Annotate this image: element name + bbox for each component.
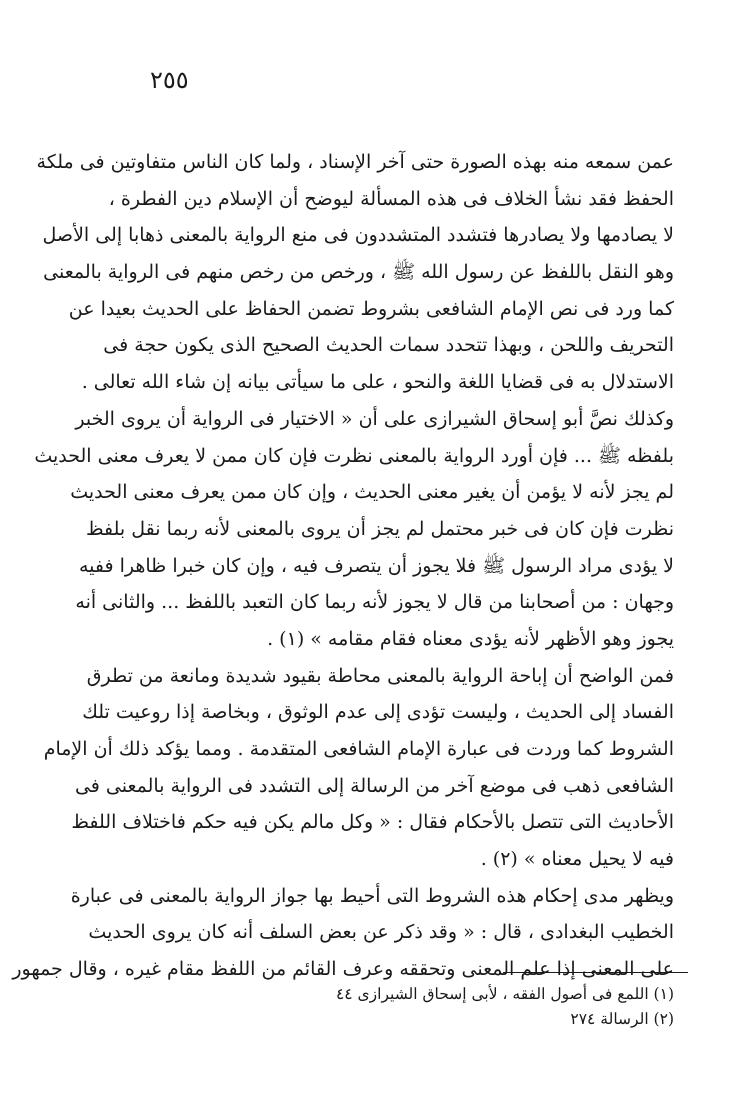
text-line: يجوز وهو الأظهر لأنه يؤدى معناه فقام مقامه » (١) . [267,627,674,650]
text-line: وجهان : من أصحابنا من قال لا يجوز لأنه ربما كان التعبد باللفظ ... والثانى أنه [75,591,674,614]
text-line: فيه لا يحيل معناه » (٢) . [480,848,674,871]
text-line: لا يؤدى مراد الرسول ﷺ فلا يجوز أن يتصرف فيه ، وإن كان خبرا ظاهرا ففيه [78,554,674,577]
footnote-divider [503,972,688,973]
text-line: الاستدلال به فى قضايا اللغة والنحو ، على ما سيأتى بيانه إن شاء الله تعالى . [81,371,674,394]
text-line: كما ورد فى نص الإمام الشافعى بشروط تضمن الحفاظ على الحديث بعيدا عن [68,297,674,320]
text-line: الفساد إلى الحديث ، وليست تؤدى إلى عدم الوثوق ، وبخاصة إذا روعيت تلك [82,701,674,724]
text-line: الشروط كما وردت فى عبارة الإمام الشافعى المتقدمة . ومما يؤكد ذلك أن الإمام [43,738,674,760]
footnote-2: (٢) الرسالة ٢٧٤ [570,1010,674,1028]
text-line: وكذلك نصَّ أبو إسحاق الشيرازى على أن « الاختيار فى الرواية أن يروى الخبر [75,407,674,430]
footnote-1: (١) اللمع فى أصول الفقه ، لأبى إسحاق الشيرازى ٤٤ [335,985,674,1003]
text-line: الأحاديث التى تتصل بالأحكام فقال : « وكل مالم يكن فيه حكم فاختلاف اللفظ [71,811,674,834]
text-line: عمن سمعه منه بهذه الصورة حتى آخر الإسناد ، ولما كان الناس متفاوتين فى ملكة [36,151,674,173]
text-line: ويظهر مدى إحكام هذه الشروط التى أحيط بها جواز الرواية بالمعنى فى عبارة [70,884,674,907]
text-line: بلفظه ﷺ ... فإن أورد الرواية بالمعنى نظرت فإن كان ممن لا يعرف معنى الحديث [34,444,674,467]
text-line: على المعنى إذا علم المعنى وتحققه وعرف القائم من اللفظ مقام غيره ، وقال جمهور [12,958,674,981]
text-line: الشافعى ذهب فى موضع آخر من الرسالة إلى التشدد فى الرواية بالمعنى فى [74,774,674,797]
footnotes [180,982,674,1032]
page-number: ٢٥٥ [150,66,189,94]
body-text [12,144,674,988]
text-line: فمن الواضح أن إباحة الرواية بالمعنى محاطة بقيود شديدة ومانعة من تطرق [86,664,674,687]
text-line: وهو النقل باللفظ عن رسول الله ﷺ ، ورخص من رخص منهم فى الرواية بالمعنى [43,261,674,284]
text-line: الحفظ فقد نشأ الخلاف فى هذه المسألة ليوضح أن الإسلام دين الفطرة ، [108,187,674,210]
text-line: لا يصادمها ولا يصادرها فتشدد المتشددون فى منع الرواية بالمعنى ذهابا إلى الأصل [42,224,674,247]
text-line: التحريف واللحن ، وبهذا تتحدد سمات الحديث الصحيح الذى يكون حجة فى [103,334,674,357]
text-line: نظرت فإن كان فى خبر محتمل لم يجز أن يروى بالمعنى لأنه ربما نقل بلفظ [85,517,674,540]
text-line: لم يجز لأنه لا يؤمن أن يغير معنى الحديث ، وإن كان ممن يعرف معنى الحديث [70,481,674,504]
text-line: الخطيب البغدادى ، قال : « وقد ذكر عن بعض السلف أنه كان يروى الحديث [88,921,674,944]
